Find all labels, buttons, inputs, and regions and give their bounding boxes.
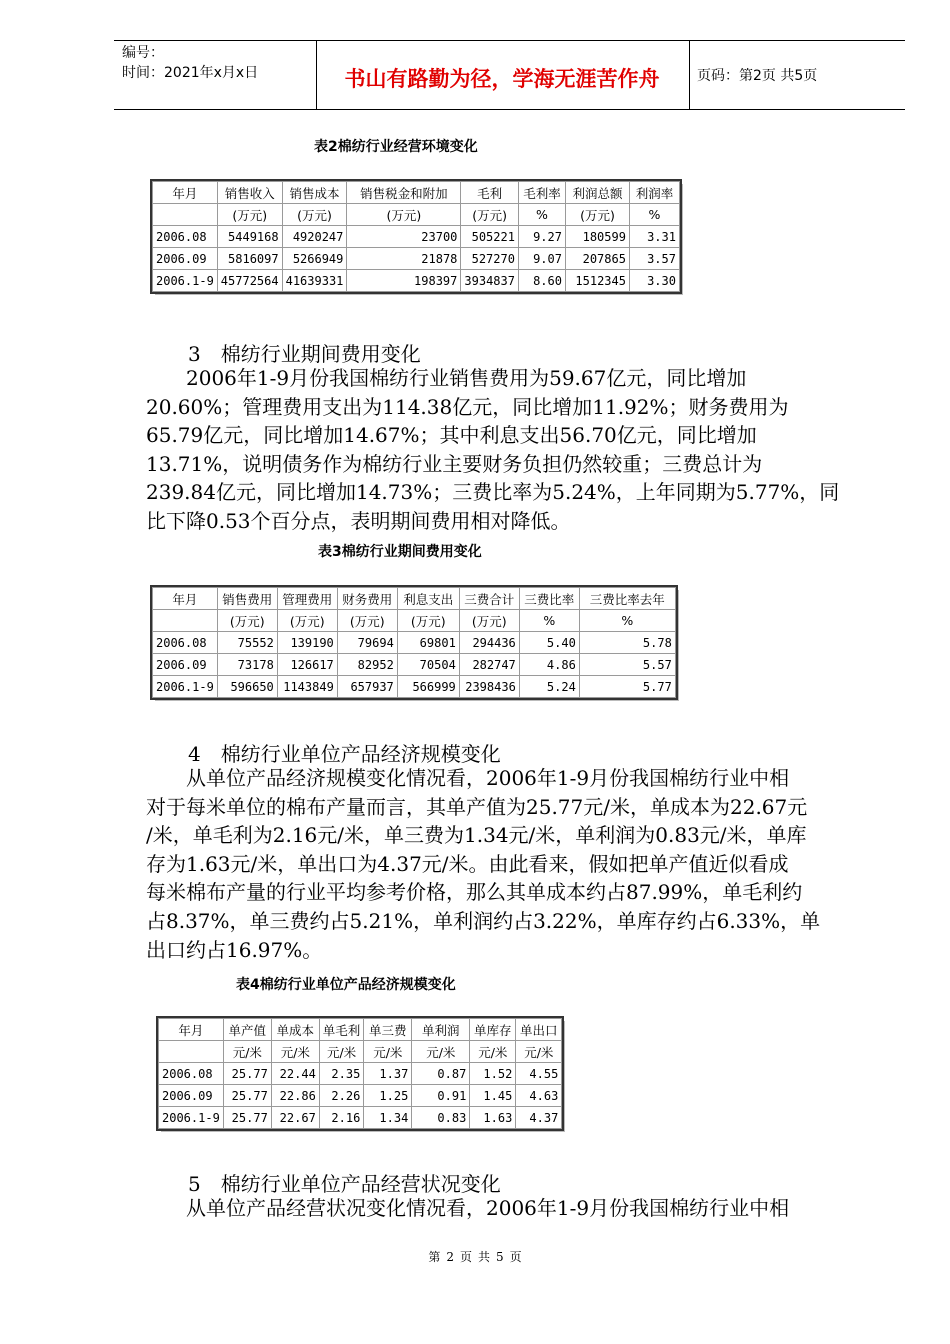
- table-cell: 2398436: [459, 676, 519, 698]
- header-page-label: 页码：第2页 共5页: [697, 68, 818, 84]
- table-cell: 25.77: [223, 1085, 271, 1107]
- time-label: 时间：2021年x月x日: [122, 65, 259, 81]
- table-cell: 294436: [459, 632, 519, 654]
- table-cell: (万元): [217, 204, 282, 226]
- table3: [152, 587, 676, 698]
- table-cell: [159, 1041, 224, 1063]
- table-cell: 元/米: [412, 1041, 470, 1063]
- table-cell: 利息支出: [397, 588, 459, 610]
- table3-caption: 表3棉纺行业期间费用变化: [318, 544, 482, 560]
- paragraph-line: 20.60%；管理费用支出为114.38亿元，同比增加11.92%；财务费用为: [146, 394, 789, 419]
- paragraph-line: 从单位产品经济规模变化情况看，2006年1-9月份我国棉纺行业中相: [146, 766, 790, 790]
- table-cell: 元/米: [516, 1041, 562, 1063]
- table-cell: 9.07: [518, 248, 565, 270]
- table-cell: 1.45: [470, 1085, 516, 1107]
- table-cell: 566999: [397, 676, 459, 698]
- table-cell: 73178: [217, 654, 277, 676]
- table-cell: 126617: [277, 654, 337, 676]
- table-unit-row: [153, 204, 680, 226]
- table-cell: 2006.08: [159, 1063, 224, 1085]
- table-cell: 2.26: [319, 1085, 364, 1107]
- table-cell: 82952: [337, 654, 397, 676]
- table-cell: (万元): [282, 204, 347, 226]
- table-cell: 2006.1-9: [159, 1107, 224, 1129]
- table-cell: 505221: [461, 226, 519, 248]
- table-cell: 毛利率: [518, 182, 565, 204]
- header-motto: 书山有路勤为径，学海无涯苦作舟: [344, 67, 660, 91]
- table-cell: 2006.09: [159, 1085, 224, 1107]
- table-cell: 0.91: [412, 1085, 470, 1107]
- table-cell: 4.63: [516, 1085, 562, 1107]
- footer-text: 共: [478, 1250, 491, 1264]
- table-cell: 5.57: [579, 654, 675, 676]
- table-cell: 5816097: [217, 248, 282, 270]
- paragraph-line: 每米棉布产量的行业平均参考价格，那么其单成本约占87.99%，单毛利约: [146, 880, 803, 905]
- table-unit-row: [153, 610, 676, 632]
- table4: [158, 1018, 562, 1129]
- table-cell: 元/米: [319, 1041, 364, 1063]
- table-cell: 2006.09: [153, 248, 218, 270]
- table-cell: 三费比率: [519, 588, 579, 610]
- paragraph-line: 从单位产品经营状况变化情况看，2006年1-9月份我国棉纺行业中相: [146, 1196, 790, 1220]
- table-cell: 3.30: [629, 270, 679, 292]
- table-cell: 单库存: [470, 1019, 516, 1041]
- table-cell: 年月: [153, 182, 218, 204]
- footer-current-page: 2: [446, 1250, 454, 1264]
- table-cell: 180599: [565, 226, 629, 248]
- table-cell: 2006.1-9: [153, 270, 218, 292]
- table-cell: 单产值: [223, 1019, 271, 1041]
- table-cell: 22.86: [271, 1085, 319, 1107]
- table-cell: 21878: [347, 248, 461, 270]
- table-cell: 198397: [347, 270, 461, 292]
- table-cell: 年月: [153, 588, 218, 610]
- table-cell: 2006.08: [153, 632, 218, 654]
- table-row: [153, 270, 680, 292]
- table-cell: 22.67: [271, 1107, 319, 1129]
- table-cell: 年月: [159, 1019, 224, 1041]
- table-row: [159, 1063, 562, 1085]
- section3-heading: 3 棉纺行业期间费用变化: [188, 342, 421, 366]
- table-cell: 5.40: [519, 632, 579, 654]
- table-cell: 3.57: [629, 248, 679, 270]
- table-cell: 5266949: [282, 248, 347, 270]
- table-cell: 8.60: [518, 270, 565, 292]
- table-cell: 单出口: [516, 1019, 562, 1041]
- table-cell: 25.77: [223, 1107, 271, 1129]
- table-cell: 2.16: [319, 1107, 364, 1129]
- table-row: [153, 248, 680, 270]
- table-cell: 3.31: [629, 226, 679, 248]
- table-cell: 财务费用: [337, 588, 397, 610]
- table-cell: 5.78: [579, 632, 675, 654]
- table-cell: 207865: [565, 248, 629, 270]
- paragraph-line: 对于每米单位的棉布产量而言，其单产值为25.77元/米，单成本为22.67元: [146, 794, 808, 819]
- table-cell: 5.24: [519, 676, 579, 698]
- table-cell: 79694: [337, 632, 397, 654]
- table-cell: 9.27: [518, 226, 565, 248]
- table-cell: 4920247: [282, 226, 347, 248]
- table-cell: (万元): [565, 204, 629, 226]
- table-cell: 139190: [277, 632, 337, 654]
- table-cell: 毛利: [461, 182, 519, 204]
- table-cell: 利润总额: [565, 182, 629, 204]
- paragraph-line: 存为1.63元/米，单出口为4.37元/米。由此看来，假如把单产值近似看成: [146, 851, 789, 876]
- table-cell: 69801: [397, 632, 459, 654]
- table-row: [159, 1107, 562, 1129]
- table-cell: 2006.09: [153, 654, 218, 676]
- table-cell: %: [519, 610, 579, 632]
- table-cell: [153, 610, 218, 632]
- paragraph-line: 出口约占16.97%。: [146, 937, 323, 962]
- table-cell: 0.83: [412, 1107, 470, 1129]
- paragraph-line: 65.79亿元，同比增加14.67%；其中利息支出56.70亿元，同比增加: [146, 423, 757, 448]
- table-cell: 销售收入: [217, 182, 282, 204]
- table-cell: (万元): [217, 610, 277, 632]
- table-cell: 4.37: [516, 1107, 562, 1129]
- table-cell: 元/米: [223, 1041, 271, 1063]
- table-cell: 元/米: [364, 1041, 412, 1063]
- table-cell: 元/米: [271, 1041, 319, 1063]
- page-header: [114, 40, 905, 110]
- table2: [152, 181, 680, 292]
- header-meta: [122, 43, 258, 83]
- table-cell: 管理费用: [277, 588, 337, 610]
- paragraph-line: 2006年1-9月份我国棉纺行业销售费用为59.67亿元，同比增加: [146, 366, 747, 390]
- table-unit-row: [159, 1041, 562, 1063]
- table-cell: 596650: [217, 676, 277, 698]
- table-cell: 1.63: [470, 1107, 516, 1129]
- paragraph-line: 13.71%，说明债务作为棉纺行业主要财务负担仍然较重；三费总计为: [146, 451, 763, 476]
- table-cell: 1.52: [470, 1063, 516, 1085]
- table-cell: 单利润: [412, 1019, 470, 1041]
- table-cell: (万元): [347, 204, 461, 226]
- table-cell: 22.44: [271, 1063, 319, 1085]
- table4-caption: 表4棉纺行业单位产品经济规模变化: [236, 977, 456, 993]
- number-label: 编号：: [122, 45, 164, 61]
- section4-heading: 4 棉纺行业单位产品经济规模变化: [188, 742, 501, 766]
- table-row: [153, 676, 676, 698]
- table-cell: 1.25: [364, 1085, 412, 1107]
- paragraph-line: 239.84亿元，同比增加14.73%；三费比率为5.24%，上年同期为5.77%，同: [146, 480, 840, 505]
- table-cell: 2006.08: [153, 226, 218, 248]
- table-cell: 657937: [337, 676, 397, 698]
- table-cell: 利润率: [629, 182, 679, 204]
- table-cell: 4.55: [516, 1063, 562, 1085]
- table-cell: 2.35: [319, 1063, 364, 1085]
- table-cell: 41639331: [282, 270, 347, 292]
- table-cell: 2006.1-9: [153, 676, 218, 698]
- table-cell: 单三费: [364, 1019, 412, 1041]
- table-cell: 23700: [347, 226, 461, 248]
- section4-paragraph: [146, 764, 820, 964]
- table-cell: 5.77: [579, 676, 675, 698]
- section3-paragraph: [146, 364, 839, 536]
- table-cell: 282747: [459, 654, 519, 676]
- table-cell: 4.86: [519, 654, 579, 676]
- table-cell: %: [629, 204, 679, 226]
- paragraph-line: /米，单毛利为2.16元/米，单三费为1.34元/米，单利润为0.83元/米，单库: [146, 823, 807, 848]
- page-footer: [0, 1248, 950, 1265]
- table-cell: 527270: [461, 248, 519, 270]
- table-cell: 销售税金和附加: [347, 182, 461, 204]
- table-cell: (万元): [277, 610, 337, 632]
- table-cell: 1.37: [364, 1063, 412, 1085]
- paragraph-line: 占8.37%，单三费约占5.21%，单利润约占3.22%，单库存约占6.33%，单: [146, 908, 821, 933]
- table-cell: (万元): [337, 610, 397, 632]
- table-cell: 1.34: [364, 1107, 412, 1129]
- table-header-row: [153, 588, 676, 610]
- table-cell: %: [579, 610, 675, 632]
- table-header-row: [153, 182, 680, 204]
- table-cell: (万元): [459, 610, 519, 632]
- table-cell: 25.77: [223, 1063, 271, 1085]
- header-divider: [689, 41, 690, 109]
- table-cell: 1512345: [565, 270, 629, 292]
- footer-text: 页: [459, 1250, 472, 1264]
- table-cell: (万元): [461, 204, 519, 226]
- table-row: [159, 1085, 562, 1107]
- footer-text: 第: [428, 1250, 441, 1264]
- table-cell: %: [518, 204, 565, 226]
- table-row: [153, 226, 680, 248]
- table-cell: 三费合计: [459, 588, 519, 610]
- table-row: [153, 632, 676, 654]
- table-cell: 1143849: [277, 676, 337, 698]
- table-row: [153, 654, 676, 676]
- section5-heading: 5 棉纺行业单位产品经营状况变化: [188, 1172, 501, 1196]
- section5-paragraph: [146, 1194, 789, 1223]
- table-header-row: [159, 1019, 562, 1041]
- table-cell: 3934837: [461, 270, 519, 292]
- table-cell: 单成本: [271, 1019, 319, 1041]
- table-cell: 销售成本: [282, 182, 347, 204]
- table-cell: (万元): [397, 610, 459, 632]
- table-cell: 45772564: [217, 270, 282, 292]
- table-cell: 三费比率去年: [579, 588, 675, 610]
- table-cell: 销售费用: [217, 588, 277, 610]
- table-cell: 5449168: [217, 226, 282, 248]
- paragraph-line: 比下降0.53个百分点，表明期间费用相对降低。: [146, 508, 571, 533]
- table2-caption: 表2棉纺行业经营环境变化: [314, 139, 478, 155]
- table-cell: 70504: [397, 654, 459, 676]
- footer-text: 页: [509, 1250, 522, 1264]
- table-cell: [153, 204, 218, 226]
- table-cell: 元/米: [470, 1041, 516, 1063]
- table-cell: 单毛利: [319, 1019, 364, 1041]
- table-cell: 0.87: [412, 1063, 470, 1085]
- table-cell: 75552: [217, 632, 277, 654]
- footer-total-pages: 5: [496, 1250, 504, 1264]
